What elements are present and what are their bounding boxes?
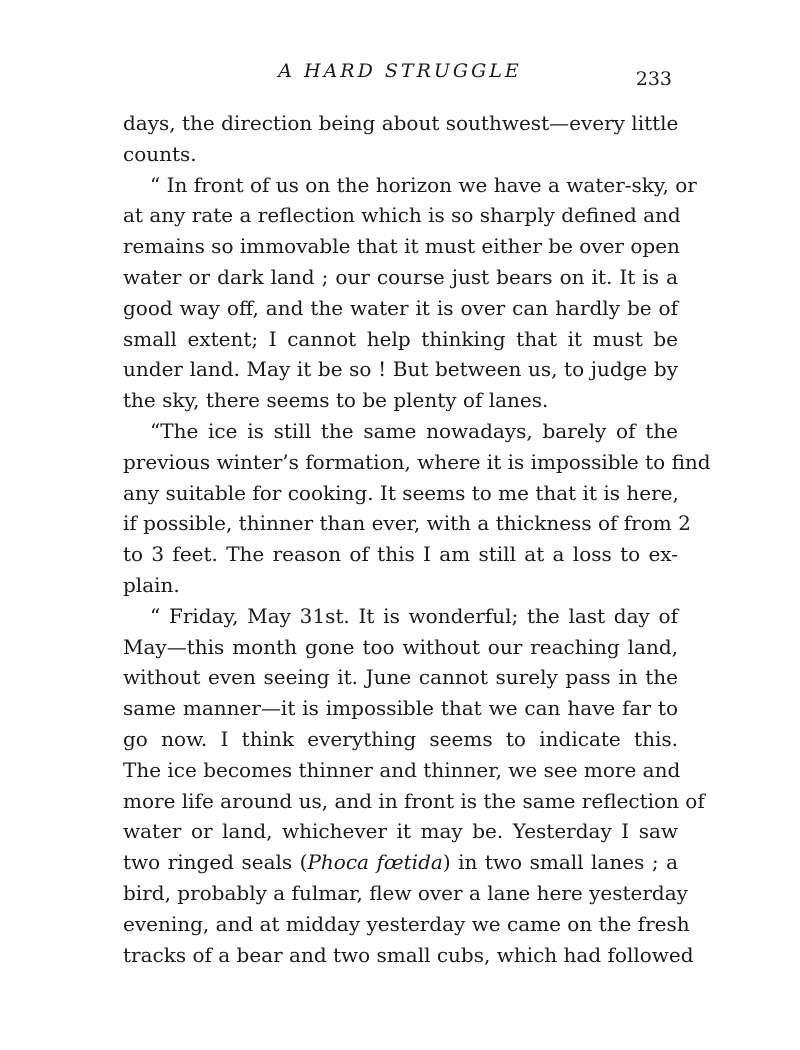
text-line: bird, probably a fulmar, flew over a lane here yesterday: [123, 880, 688, 905]
text-lines-top: [123, 108, 711, 847]
text-line: good way off, and the water it is over can hardly be of: [123, 295, 678, 320]
text-line: The ice becomes thinner and thinner, we see more and: [123, 757, 681, 782]
text-line: remains so immovable that it must either be over open: [123, 234, 680, 259]
text-line: go now. I think everything seems to indicate this.: [123, 726, 678, 751]
text-line: “ In front of us on the horizon we have a water-sky, or: [150, 172, 697, 197]
text-line: previous winter’s formation, where it is impossible to find: [123, 449, 711, 474]
text-line: to 3 feet. The reason of this I am still at a loss to ex-: [123, 542, 678, 567]
species-name: Phoca fœtida: [307, 850, 443, 875]
text-line: May—this month gone too without our reaching land,: [123, 634, 678, 659]
text-line: more life around us, and in front is the same reflection of: [123, 788, 705, 813]
text-line: water or land, whichever it may be. Yesterday I saw: [123, 819, 678, 844]
running-head: [0, 60, 800, 90]
text-line: at any rate a reflection which is so sharply defined and: [123, 203, 681, 228]
body-text: [123, 108, 711, 970]
text-line: any suitable for cooking. It seems to me that it is here,: [123, 480, 679, 505]
text-line: evening, and at midday yesterday we came on the fresh: [123, 911, 690, 936]
text-line: tracks of a bear and two small cubs, which had followed: [123, 942, 694, 967]
text-line: water or dark land ; our course just bears on it. It is a: [123, 264, 678, 289]
text-line: days, the direction being about southwest—every little: [123, 111, 679, 135]
text-line-seals: [123, 847, 678, 878]
text-line: under land. May it be so ! But between us, to judge by: [123, 357, 678, 382]
text-line: the sky, there seems to be plenty of lanes.: [123, 388, 549, 413]
text-line: “ Friday, May 31st. It is wonderful; the last day of: [150, 603, 678, 628]
text-line: small extent; I cannot help thinking that it must be: [123, 326, 678, 351]
text-line: same manner—it is impossible that we can have far to: [123, 696, 678, 721]
running-title: A HARD STRUGGLE: [278, 60, 522, 82]
text-line: counts.: [123, 141, 197, 166]
seals-text-before: two ringed seals (: [123, 850, 308, 875]
seals-text-after: ) in two small lanes ; a: [442, 850, 678, 875]
text-line: if possible, thinner than ever, with a thickness of from 2: [123, 511, 691, 536]
text-line: without even seeing it. June cannot surely pass in the: [123, 665, 678, 690]
text-line: plain.: [123, 572, 180, 597]
page-number: 233: [635, 68, 672, 90]
text-line: “The ice is still the same nowadays, barely of the: [150, 418, 678, 443]
text-lines-tail: [123, 878, 694, 970]
